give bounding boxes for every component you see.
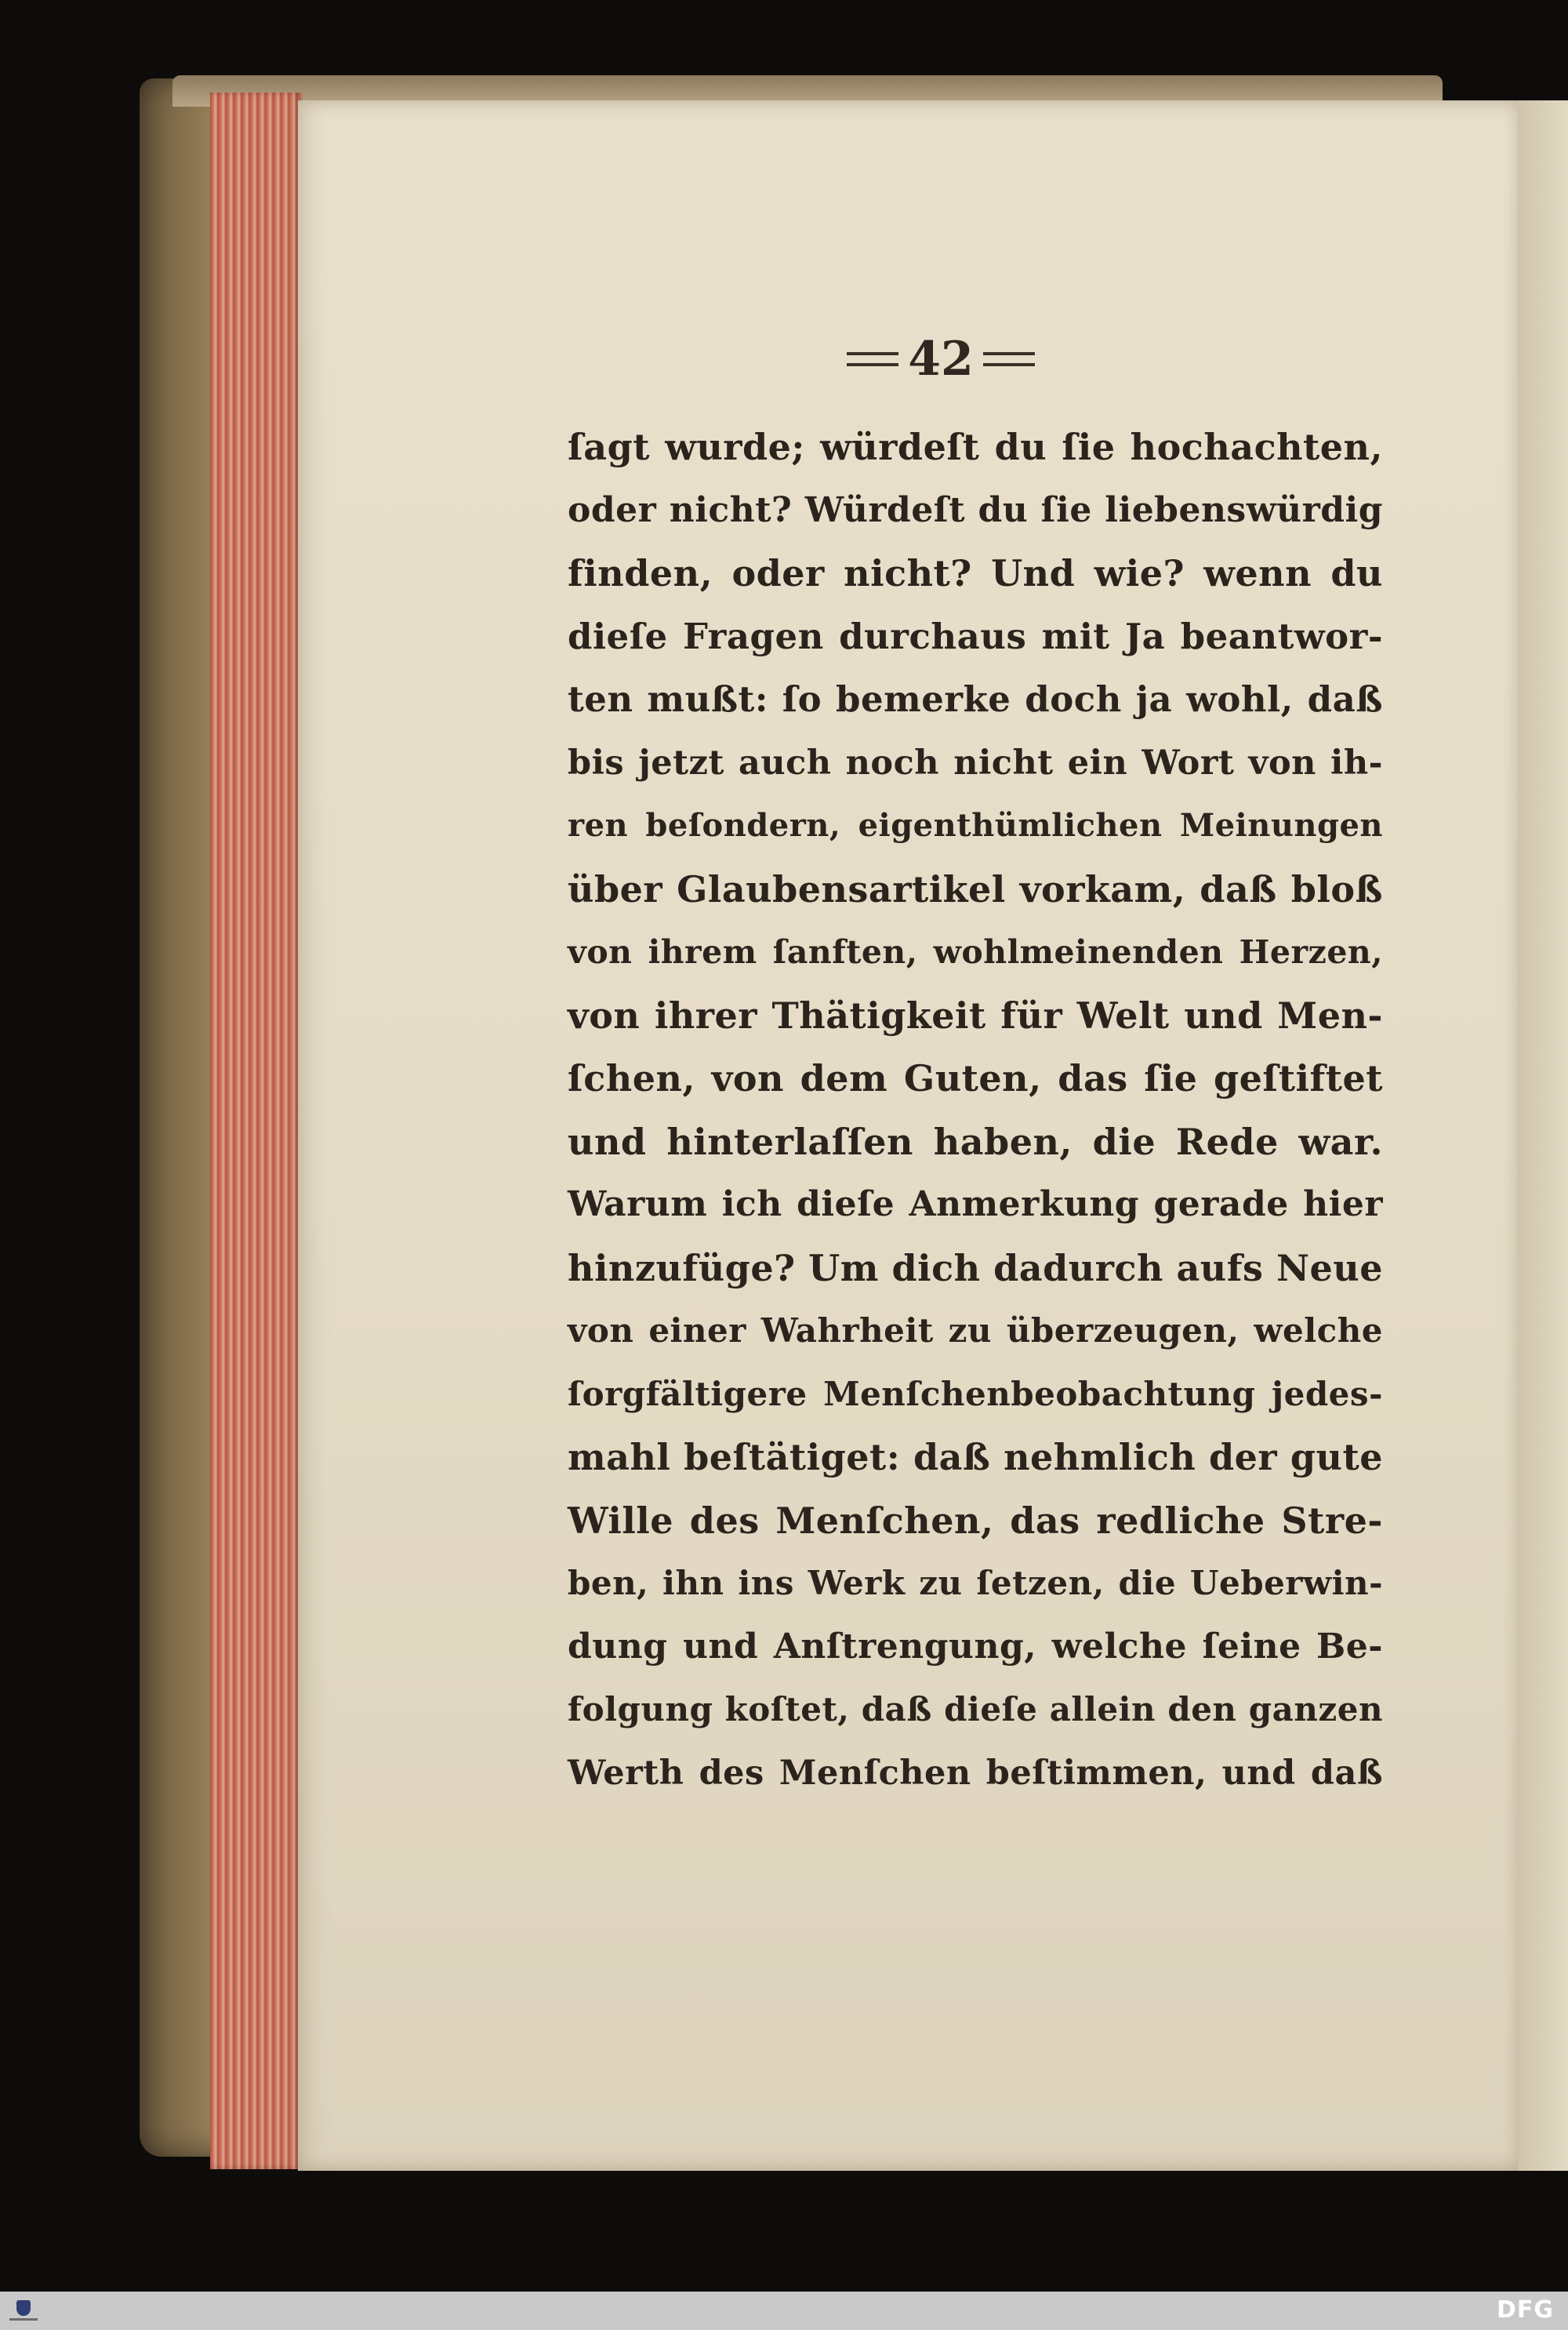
text-line: folgung koſtet, daß dieſe allein den ganzen bbox=[568, 1690, 1383, 1728]
facing-page-edge bbox=[1518, 100, 1568, 2171]
text-line: ben, ihn ins Werk zu ſetzen, die Ueberwin- bbox=[568, 1564, 1383, 1602]
running-head-rule-right bbox=[983, 352, 1035, 366]
text-line: und hinterlaſſen haben, die Rede war. bbox=[568, 1120, 1383, 1163]
body-text bbox=[568, 416, 1383, 1805]
text-line: von einer Wahrheit zu überzeugen, welche bbox=[568, 1311, 1383, 1350]
text-line: ren beſondern, eigenthümlichen Meinungen bbox=[568, 807, 1383, 844]
text-line: Warum ich dieſe Anmerkung gerade hier bbox=[568, 1184, 1383, 1224]
text-line: ten mußt: ſo bemerke doch ja wohl, daß bbox=[568, 678, 1383, 720]
text-line: dieſe Fragen durchaus mit Ja beantwor- bbox=[568, 615, 1383, 657]
text-line: ſagt wurde; würdeſt du ſie hochachten, bbox=[568, 426, 1383, 468]
text-line: über Glaubensartikel vorkam, daß bloß bbox=[568, 867, 1383, 911]
library-logo-icon[interactable] bbox=[6, 2295, 41, 2326]
logo-underline bbox=[9, 2318, 38, 2321]
text-line: finden, oder nicht? Und wie? wenn du bbox=[568, 552, 1383, 594]
text-line: dung und Anſtrengung, welche ſeine Be- bbox=[568, 1626, 1383, 1667]
running-head bbox=[847, 328, 1035, 391]
text-line: mahl beſtätiget: daß nehmlich der gute bbox=[568, 1436, 1383, 1478]
crest-icon bbox=[16, 2300, 31, 2316]
text-line: Wille des Menſchen, das redliche Stre- bbox=[568, 1499, 1383, 1542]
text-line: von ihrem ſanften, wohlmeinenden Herzen, bbox=[568, 933, 1383, 971]
text-line: hinzufüge? Um dich dadurch aufs Neue bbox=[568, 1246, 1383, 1289]
text-line: Werth des Menſchen beſtimmen, und daß bbox=[568, 1753, 1383, 1793]
running-head-rule-left bbox=[847, 352, 898, 366]
viewer-footer-bar bbox=[0, 2292, 1568, 2330]
text-line: ſorgfältigere Menſchenbeobachtung jedes- bbox=[568, 1374, 1383, 1413]
text-line: oder nicht? Würdeſt du ſie liebenswürdig bbox=[568, 489, 1383, 530]
page-number: 42 bbox=[908, 332, 974, 387]
text-line: bis jetzt auch noch nicht ein Wort von ih- bbox=[568, 743, 1383, 783]
text-line: ſchen, von dem Guten, das ſie geſtiftet bbox=[568, 1057, 1383, 1100]
text-line: von ihrer Thätigkeit für Welt und Men- bbox=[568, 994, 1383, 1037]
dfg-logo[interactable]: DFG bbox=[1496, 2296, 1554, 2324]
page-edges bbox=[210, 93, 303, 2169]
